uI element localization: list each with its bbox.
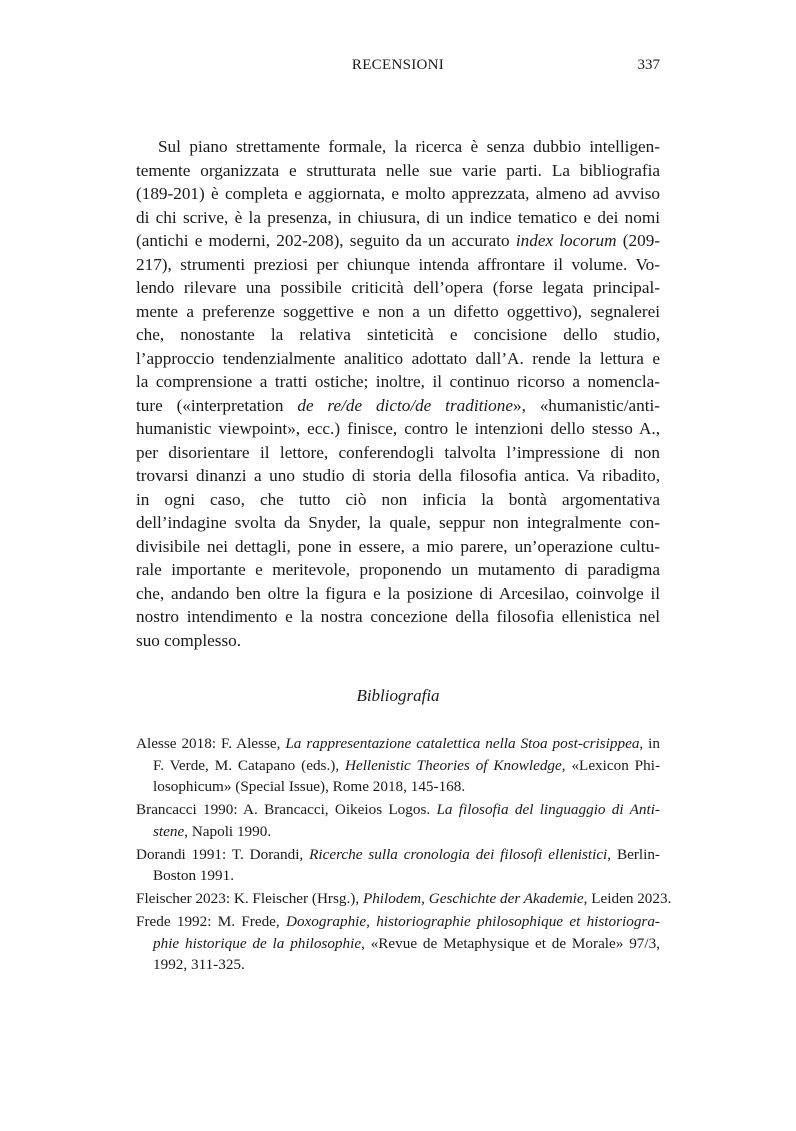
text-line	[136, 605, 660, 629]
text-segment: Dorandi 1991: T. Dorandi,	[136, 845, 310, 863]
text-segment: », «humanistic/anti-	[512, 395, 661, 415]
text-line	[136, 582, 660, 606]
text-line	[136, 464, 660, 488]
text-segment: Sul piano strettamente formale, la ricerca è senza dubbio intelligen-	[158, 137, 660, 156]
italic-text: stene	[153, 822, 185, 840]
text-segment: (189-201) è completa e aggiornata, e molto apprezzata, almeno ad avviso	[136, 184, 660, 203]
entry-line	[136, 911, 660, 933]
text-line	[136, 159, 660, 183]
entry-line	[136, 733, 660, 755]
text-segment: , «Lexicon Phi-	[561, 756, 661, 774]
text-segment: suo complesso.	[136, 630, 242, 650]
running-header	[136, 57, 660, 79]
italic-text: index locorum	[515, 231, 617, 250]
bibliography-entry	[136, 733, 660, 798]
text-segment: mente a preferenze soggettive e non a un difetto oggettivo), segnalerei	[136, 301, 660, 321]
bibliography-entry	[136, 888, 672, 910]
text-segment: , «Revue de Metaphysique et de Morale» 97/3,	[361, 934, 660, 952]
text-segment: lendo rilevare una possibile criticità dell’opera (forse legata principal-	[136, 278, 660, 297]
italic-text: Philodem, Geschichte der Akademie	[362, 890, 584, 907]
italic-text: Ricerche sulla cronologia dei filosofi ellenistici	[309, 845, 608, 863]
entry-line	[136, 865, 660, 887]
entry-line	[136, 776, 660, 798]
section-title: RECENSIONI	[351, 57, 445, 73]
text-segment: nostro intendimento e la nostra concezione della filosofia ellenistica nel	[136, 607, 660, 626]
text-line	[136, 135, 660, 159]
text-segment: , Napoli 1990.	[184, 822, 272, 840]
text-segment: per disorientare il lettore, conferendogli talvolta l’impressione di non	[136, 442, 660, 462]
italic-text: Hellenistic Theories of Knowledge	[345, 756, 562, 774]
text-segment: la comprensione a tratti ostiche; inoltre, il continuo ricorso a nomencla-	[136, 372, 660, 391]
entry-line	[136, 933, 660, 955]
italic-text: de re/de dicto/de traditione	[297, 395, 513, 415]
text-segment: di chi scrive, è la presenza, in chiusura, di un indice tematico e dei nomi	[136, 207, 660, 227]
page-number: 337	[637, 57, 660, 73]
text-line	[136, 300, 660, 324]
entry-line	[136, 954, 660, 976]
text-segment: ture («interpretation	[136, 395, 298, 415]
text-line	[136, 511, 660, 535]
text-segment: Frede 1992: M. Frede,	[136, 913, 286, 930]
text-segment: che, andando ben oltre la figura e la posizione di Arcesilao, coinvolge il	[136, 583, 660, 603]
text-segment: Brancacci 1990: A. Brancacci, Oikeios Logos.	[136, 801, 437, 818]
text-segment: losophicum» (Special Issue), Rome 2018, 145-168.	[153, 778, 466, 795]
text-line	[136, 394, 660, 418]
text-segment: Boston 1991.	[153, 867, 235, 884]
text-segment: (209-	[616, 231, 661, 250]
text-line	[136, 229, 660, 253]
text-segment: Fleischer 2023: K. Fleischer (Hrsg.),	[136, 890, 363, 907]
text-line	[136, 558, 660, 582]
text-segment: trovarsi dinanzi a uno studio di storia della filosofia antica. Va ribadito,	[136, 466, 660, 485]
text-line	[136, 441, 660, 465]
italic-text: phie historique de la philosophie	[153, 934, 362, 952]
text-segment: rale importante e meritevole, proponendo un mutamento di paradigma	[136, 560, 660, 579]
bibliography-entry	[136, 799, 660, 842]
text-line	[136, 182, 660, 206]
text-line	[136, 253, 660, 277]
entry-line	[136, 844, 660, 866]
text-segment: in ogni caso, che tutto ciò non inficia la bontà argomentativa	[136, 489, 660, 509]
entry-line	[136, 888, 672, 910]
italic-text: Doxographie, historiographie philosophique et historiogra-	[285, 913, 660, 930]
bibliography-entry	[136, 911, 660, 976]
bibliography-heading: Bibliografia	[356, 686, 440, 705]
text-segment: dell’indagine svolta da Snyder, la quale, seppur non integralmente con-	[136, 513, 660, 532]
text-line	[136, 206, 660, 230]
italic-text: La rappresentazione catalettica nella Stoa post-crisippea	[285, 735, 640, 752]
text-line	[136, 276, 660, 300]
text-segment: 217), strumenti preziosi per chiunque intenda affrontare il volume. Vo-	[136, 254, 660, 274]
text-segment: F. Verde, M. Catapano (eds.),	[153, 756, 345, 774]
bibliography-list	[136, 733, 672, 977]
entry-line	[136, 821, 660, 843]
text-segment: 1992, 311-325.	[153, 956, 245, 973]
bibliography-entry	[136, 844, 660, 887]
text-segment: humanistic viewpoint», ecc.) finisce, contro le intenzioni dello stesso A.,	[136, 419, 660, 438]
text-line	[136, 488, 660, 512]
text-line	[136, 370, 660, 394]
text-segment: l’approccio tendenzialmente analitico adottato dall’A. rende la lettura e	[136, 348, 660, 368]
entry-line	[136, 755, 660, 777]
entry-line	[136, 799, 660, 821]
body-paragraph	[136, 135, 660, 652]
text-line	[136, 417, 660, 441]
text-line	[136, 347, 660, 371]
text-line	[136, 629, 660, 653]
text-segment: (antichi e moderni, 202-208), seguito da un accurato	[136, 231, 516, 250]
italic-text: La filosofia del linguaggio di Anti-	[436, 801, 660, 818]
text-segment: che, nonostante la relativa sinteticità e concisione dello studio,	[136, 325, 660, 344]
text-segment: , Leiden 2023.	[583, 890, 672, 907]
text-line	[136, 535, 660, 559]
text-segment: temente organizzata e strutturata nelle sue varie parti. La bibliografia	[136, 160, 660, 180]
text-segment: divisibile nei dettagli, pone in essere, a mio parere, un’operazione cultu-	[136, 536, 660, 556]
text-segment: , Berlin-	[607, 845, 660, 863]
text-segment: , in	[639, 735, 660, 752]
text-line	[136, 323, 660, 347]
text-segment: Alesse 2018: F. Alesse,	[136, 735, 286, 752]
